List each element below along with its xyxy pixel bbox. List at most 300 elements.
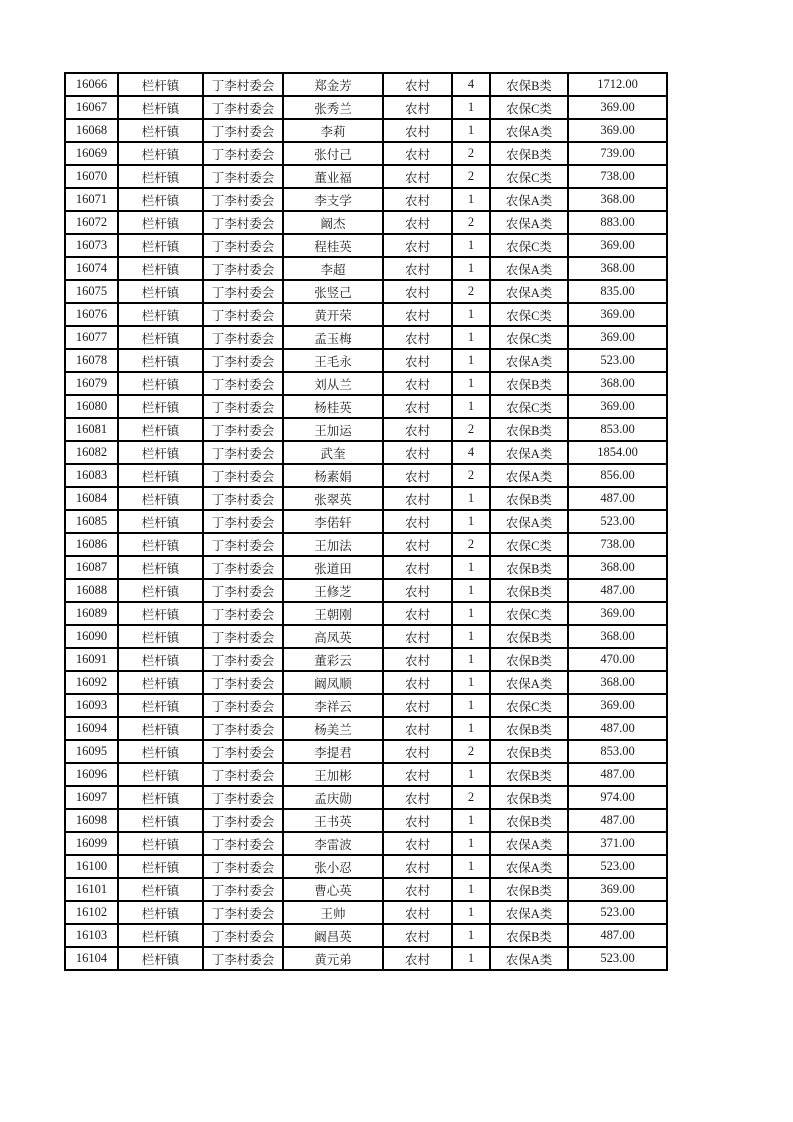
cell-residence-type: 农村: [383, 809, 452, 832]
cell-amount: 369.00: [568, 694, 667, 717]
cell-town: 栏杆镇: [118, 349, 203, 372]
cell-record-id: 16080: [65, 395, 118, 418]
cell-amount: 369.00: [568, 395, 667, 418]
cell-amount: 1712.00: [568, 73, 667, 96]
cell-village-committee: 丁李村委会: [203, 257, 283, 280]
cell-town: 栏杆镇: [118, 372, 203, 395]
table-row: [65, 441, 667, 464]
cell-record-id: 16076: [65, 303, 118, 326]
cell-person-name: 郑金芳: [283, 73, 383, 96]
cell-record-id: 16081: [65, 418, 118, 441]
cell-record-id: 16101: [65, 878, 118, 901]
cell-person-count: 1: [452, 349, 490, 372]
cell-town: 栏杆镇: [118, 901, 203, 924]
table-row: [65, 487, 667, 510]
cell-village-committee: 丁李村委会: [203, 487, 283, 510]
cell-person-name: 黄元弟: [283, 947, 383, 970]
cell-record-id: 16068: [65, 119, 118, 142]
table-row: [65, 418, 667, 441]
table-row: [65, 142, 667, 165]
cell-town: 栏杆镇: [118, 211, 203, 234]
cell-person-count: 1: [452, 648, 490, 671]
cell-village-committee: 丁李村委会: [203, 96, 283, 119]
cell-town: 栏杆镇: [118, 855, 203, 878]
cell-person-name: 杨素娟: [283, 464, 383, 487]
cell-village-committee: 丁李村委会: [203, 188, 283, 211]
cell-record-id: 16089: [65, 602, 118, 625]
cell-residence-type: 农村: [383, 832, 452, 855]
cell-person-count: 1: [452, 556, 490, 579]
cell-record-id: 16087: [65, 556, 118, 579]
cell-person-count: 1: [452, 96, 490, 119]
cell-person-name: 张竖己: [283, 280, 383, 303]
cell-record-id: 16099: [65, 832, 118, 855]
cell-insurance-category: 农保B类: [490, 878, 568, 901]
cell-person-name: 杨美兰: [283, 717, 383, 740]
table-row: [65, 671, 667, 694]
cell-village-committee: 丁李村委会: [203, 142, 283, 165]
cell-amount: 856.00: [568, 464, 667, 487]
cell-insurance-category: 农保C类: [490, 602, 568, 625]
cell-town: 栏杆镇: [118, 510, 203, 533]
cell-residence-type: 农村: [383, 924, 452, 947]
cell-record-id: 16075: [65, 280, 118, 303]
cell-person-count: 1: [452, 947, 490, 970]
cell-person-count: 1: [452, 188, 490, 211]
cell-insurance-category: 农保C类: [490, 533, 568, 556]
cell-person-name: 王修芝: [283, 579, 383, 602]
cell-record-id: 16067: [65, 96, 118, 119]
cell-record-id: 16084: [65, 487, 118, 510]
table-row: [65, 234, 667, 257]
cell-amount: 369.00: [568, 119, 667, 142]
cell-town: 栏杆镇: [118, 694, 203, 717]
cell-amount: 369.00: [568, 602, 667, 625]
cell-village-committee: 丁李村委会: [203, 372, 283, 395]
table-row: [65, 648, 667, 671]
cell-person-name: 张道田: [283, 556, 383, 579]
cell-town: 栏杆镇: [118, 441, 203, 464]
cell-record-id: 16088: [65, 579, 118, 602]
cell-insurance-category: 农保B类: [490, 924, 568, 947]
cell-amount: 738.00: [568, 533, 667, 556]
cell-record-id: 16073: [65, 234, 118, 257]
cell-town: 栏杆镇: [118, 326, 203, 349]
cell-person-count: 1: [452, 717, 490, 740]
cell-insurance-category: 农保B类: [490, 579, 568, 602]
cell-residence-type: 农村: [383, 855, 452, 878]
cell-town: 栏杆镇: [118, 924, 203, 947]
table-row: [65, 280, 667, 303]
table-row: [65, 579, 667, 602]
cell-residence-type: 农村: [383, 395, 452, 418]
cell-person-count: 1: [452, 510, 490, 533]
cell-residence-type: 农村: [383, 648, 452, 671]
cell-town: 栏杆镇: [118, 809, 203, 832]
cell-village-committee: 丁李村委会: [203, 395, 283, 418]
cell-record-id: 16090: [65, 625, 118, 648]
cell-town: 栏杆镇: [118, 648, 203, 671]
cell-town: 栏杆镇: [118, 96, 203, 119]
cell-residence-type: 农村: [383, 211, 452, 234]
cell-record-id: 16103: [65, 924, 118, 947]
table-row: [65, 188, 667, 211]
cell-person-name: 阚凤顺: [283, 671, 383, 694]
cell-insurance-category: 农保B类: [490, 73, 568, 96]
cell-town: 栏杆镇: [118, 947, 203, 970]
cell-village-committee: 丁李村委会: [203, 579, 283, 602]
cell-residence-type: 农村: [383, 947, 452, 970]
cell-record-id: 16066: [65, 73, 118, 96]
cell-person-count: 1: [452, 326, 490, 349]
cell-person-count: 2: [452, 280, 490, 303]
cell-insurance-category: 农保A类: [490, 464, 568, 487]
cell-record-id: 16104: [65, 947, 118, 970]
cell-village-committee: 丁李村委会: [203, 855, 283, 878]
cell-record-id: 16069: [65, 142, 118, 165]
cell-town: 栏杆镇: [118, 533, 203, 556]
cell-person-count: 2: [452, 464, 490, 487]
table-row: [65, 96, 667, 119]
cell-amount: 369.00: [568, 878, 667, 901]
table-row: [65, 326, 667, 349]
cell-village-committee: 丁李村委会: [203, 211, 283, 234]
table-row: [65, 832, 667, 855]
cell-person-name: 李雷波: [283, 832, 383, 855]
cell-person-name: 李祥云: [283, 694, 383, 717]
cell-village-committee: 丁李村委会: [203, 73, 283, 96]
cell-insurance-category: 农保B类: [490, 372, 568, 395]
cell-record-id: 16086: [65, 533, 118, 556]
cell-insurance-category: 农保A类: [490, 441, 568, 464]
table-row: [65, 303, 667, 326]
cell-village-committee: 丁李村委会: [203, 947, 283, 970]
cell-village-committee: 丁李村委会: [203, 602, 283, 625]
cell-person-count: 1: [452, 579, 490, 602]
cell-residence-type: 农村: [383, 533, 452, 556]
cell-insurance-category: 农保C类: [490, 326, 568, 349]
cell-record-id: 16074: [65, 257, 118, 280]
cell-village-committee: 丁李村委会: [203, 671, 283, 694]
cell-record-id: 16070: [65, 165, 118, 188]
cell-town: 栏杆镇: [118, 418, 203, 441]
cell-record-id: 16095: [65, 740, 118, 763]
cell-insurance-category: 农保B类: [490, 648, 568, 671]
cell-person-name: 孟庆勋: [283, 786, 383, 809]
cell-person-name: 程桂英: [283, 234, 383, 257]
benefits-table: [64, 72, 668, 971]
cell-amount: 883.00: [568, 211, 667, 234]
cell-amount: 371.00: [568, 832, 667, 855]
cell-person-count: 1: [452, 878, 490, 901]
cell-town: 栏杆镇: [118, 763, 203, 786]
cell-record-id: 16082: [65, 441, 118, 464]
cell-amount: 369.00: [568, 234, 667, 257]
cell-person-name: 张秀兰: [283, 96, 383, 119]
cell-person-name: 武奎: [283, 441, 383, 464]
cell-amount: 368.00: [568, 372, 667, 395]
cell-insurance-category: 农保B类: [490, 740, 568, 763]
cell-residence-type: 农村: [383, 464, 452, 487]
cell-person-count: 2: [452, 211, 490, 234]
cell-insurance-category: 农保B类: [490, 786, 568, 809]
cell-person-name: 杨桂英: [283, 395, 383, 418]
cell-residence-type: 农村: [383, 487, 452, 510]
cell-person-count: 2: [452, 142, 490, 165]
cell-village-committee: 丁李村委会: [203, 809, 283, 832]
cell-person-name: 孟玉梅: [283, 326, 383, 349]
cell-village-committee: 丁李村委会: [203, 878, 283, 901]
cell-person-name: 李莉: [283, 119, 383, 142]
cell-record-id: 16097: [65, 786, 118, 809]
cell-village-committee: 丁李村委会: [203, 165, 283, 188]
cell-town: 栏杆镇: [118, 257, 203, 280]
cell-village-committee: 丁李村委会: [203, 119, 283, 142]
table-row: [65, 533, 667, 556]
cell-person-name: 董业福: [283, 165, 383, 188]
cell-insurance-category: 农保A类: [490, 901, 568, 924]
cell-residence-type: 农村: [383, 441, 452, 464]
cell-village-committee: 丁李村委会: [203, 832, 283, 855]
cell-town: 栏杆镇: [118, 579, 203, 602]
cell-amount: 523.00: [568, 855, 667, 878]
cell-amount: 369.00: [568, 303, 667, 326]
cell-person-count: 1: [452, 487, 490, 510]
cell-record-id: 16102: [65, 901, 118, 924]
table-row: [65, 602, 667, 625]
cell-record-id: 16072: [65, 211, 118, 234]
cell-amount: 369.00: [568, 326, 667, 349]
cell-insurance-category: 农保B类: [490, 625, 568, 648]
cell-village-committee: 丁李村委会: [203, 763, 283, 786]
table-row: [65, 763, 667, 786]
cell-person-count: 1: [452, 372, 490, 395]
cell-insurance-category: 农保B类: [490, 418, 568, 441]
cell-residence-type: 农村: [383, 96, 452, 119]
cell-residence-type: 农村: [383, 165, 452, 188]
cell-amount: 368.00: [568, 188, 667, 211]
cell-residence-type: 农村: [383, 694, 452, 717]
table-row: [65, 395, 667, 418]
cell-town: 栏杆镇: [118, 832, 203, 855]
cell-amount: 523.00: [568, 901, 667, 924]
cell-insurance-category: 农保B类: [490, 487, 568, 510]
cell-residence-type: 农村: [383, 349, 452, 372]
cell-town: 栏杆镇: [118, 395, 203, 418]
cell-insurance-category: 农保A类: [490, 349, 568, 372]
cell-person-name: 高凤英: [283, 625, 383, 648]
cell-amount: 368.00: [568, 671, 667, 694]
table-row: [65, 924, 667, 947]
cell-amount: 487.00: [568, 579, 667, 602]
cell-village-committee: 丁李村委会: [203, 441, 283, 464]
cell-insurance-category: 农保B类: [490, 763, 568, 786]
cell-record-id: 16100: [65, 855, 118, 878]
cell-insurance-category: 农保A类: [490, 947, 568, 970]
cell-residence-type: 农村: [383, 763, 452, 786]
cell-village-committee: 丁李村委会: [203, 901, 283, 924]
table-row: [65, 947, 667, 970]
table-row: [65, 556, 667, 579]
cell-person-name: 王朝刚: [283, 602, 383, 625]
cell-person-name: 张付己: [283, 142, 383, 165]
cell-residence-type: 农村: [383, 740, 452, 763]
cell-record-id: 16093: [65, 694, 118, 717]
cell-person-count: 1: [452, 119, 490, 142]
cell-insurance-category: 农保C类: [490, 96, 568, 119]
table-row: [65, 855, 667, 878]
cell-record-id: 16096: [65, 763, 118, 786]
cell-insurance-category: 农保B类: [490, 809, 568, 832]
cell-town: 栏杆镇: [118, 625, 203, 648]
cell-person-count: 1: [452, 671, 490, 694]
cell-village-committee: 丁李村委会: [203, 464, 283, 487]
cell-person-count: 1: [452, 257, 490, 280]
cell-town: 栏杆镇: [118, 602, 203, 625]
cell-insurance-category: 农保A类: [490, 855, 568, 878]
cell-residence-type: 农村: [383, 73, 452, 96]
cell-person-name: 王毛永: [283, 349, 383, 372]
cell-person-name: 董彩云: [283, 648, 383, 671]
cell-amount: 835.00: [568, 280, 667, 303]
cell-insurance-category: 农保B类: [490, 717, 568, 740]
cell-person-name: 李支学: [283, 188, 383, 211]
cell-residence-type: 农村: [383, 510, 452, 533]
cell-amount: 738.00: [568, 165, 667, 188]
cell-residence-type: 农村: [383, 142, 452, 165]
cell-record-id: 16077: [65, 326, 118, 349]
cell-amount: 523.00: [568, 947, 667, 970]
cell-village-committee: 丁李村委会: [203, 625, 283, 648]
cell-person-name: 阚杰: [283, 211, 383, 234]
cell-village-committee: 丁李村委会: [203, 924, 283, 947]
table-row: [65, 786, 667, 809]
cell-person-name: 张小忍: [283, 855, 383, 878]
cell-person-name: 曹心英: [283, 878, 383, 901]
cell-amount: 368.00: [568, 556, 667, 579]
cell-amount: 487.00: [568, 924, 667, 947]
cell-person-count: 1: [452, 855, 490, 878]
table-row: [65, 257, 667, 280]
cell-amount: 974.00: [568, 786, 667, 809]
table-row: [65, 119, 667, 142]
cell-town: 栏杆镇: [118, 740, 203, 763]
cell-amount: 369.00: [568, 96, 667, 119]
cell-person-name: 王加彬: [283, 763, 383, 786]
cell-residence-type: 农村: [383, 303, 452, 326]
cell-amount: 523.00: [568, 510, 667, 533]
cell-person-count: 2: [452, 740, 490, 763]
cell-person-count: 1: [452, 303, 490, 326]
cell-insurance-category: 农保C类: [490, 234, 568, 257]
cell-town: 栏杆镇: [118, 464, 203, 487]
cell-town: 栏杆镇: [118, 556, 203, 579]
cell-residence-type: 农村: [383, 119, 452, 142]
table-row: [65, 740, 667, 763]
cell-person-name: 刘从兰: [283, 372, 383, 395]
cell-town: 栏杆镇: [118, 73, 203, 96]
cell-person-count: 2: [452, 165, 490, 188]
cell-amount: 470.00: [568, 648, 667, 671]
cell-amount: 739.00: [568, 142, 667, 165]
cell-insurance-category: 农保C类: [490, 694, 568, 717]
cell-insurance-category: 农保A类: [490, 257, 568, 280]
cell-town: 栏杆镇: [118, 786, 203, 809]
cell-record-id: 16094: [65, 717, 118, 740]
cell-town: 栏杆镇: [118, 717, 203, 740]
cell-town: 栏杆镇: [118, 878, 203, 901]
table-row: [65, 901, 667, 924]
cell-person-name: 李偌轩: [283, 510, 383, 533]
cell-person-name: 李超: [283, 257, 383, 280]
cell-person-count: 2: [452, 533, 490, 556]
cell-person-count: 1: [452, 763, 490, 786]
cell-village-committee: 丁李村委会: [203, 234, 283, 257]
table-row: [65, 165, 667, 188]
cell-person-name: 王书英: [283, 809, 383, 832]
table-row: [65, 878, 667, 901]
cell-village-committee: 丁李村委会: [203, 418, 283, 441]
cell-amount: 853.00: [568, 418, 667, 441]
table-body: [65, 73, 667, 970]
cell-residence-type: 农村: [383, 878, 452, 901]
cell-residence-type: 农村: [383, 786, 452, 809]
cell-insurance-category: 农保C类: [490, 303, 568, 326]
cell-village-committee: 丁李村委会: [203, 694, 283, 717]
cell-residence-type: 农村: [383, 326, 452, 349]
cell-record-id: 16092: [65, 671, 118, 694]
cell-residence-type: 农村: [383, 234, 452, 257]
cell-amount: 487.00: [568, 487, 667, 510]
cell-person-name: 王加法: [283, 533, 383, 556]
cell-residence-type: 农村: [383, 579, 452, 602]
cell-insurance-category: 农保A类: [490, 119, 568, 142]
cell-village-committee: 丁李村委会: [203, 280, 283, 303]
cell-insurance-category: 农保A类: [490, 510, 568, 533]
cell-person-count: 2: [452, 418, 490, 441]
cell-amount: 368.00: [568, 257, 667, 280]
cell-person-count: 4: [452, 441, 490, 464]
cell-record-id: 16071: [65, 188, 118, 211]
table-row: [65, 625, 667, 648]
cell-person-name: 李提君: [283, 740, 383, 763]
table-row: [65, 211, 667, 234]
cell-person-count: 1: [452, 694, 490, 717]
cell-residence-type: 农村: [383, 418, 452, 441]
cell-insurance-category: 农保A类: [490, 188, 568, 211]
cell-residence-type: 农村: [383, 625, 452, 648]
cell-record-id: 16085: [65, 510, 118, 533]
table-row: [65, 464, 667, 487]
cell-residence-type: 农村: [383, 602, 452, 625]
cell-residence-type: 农村: [383, 257, 452, 280]
cell-insurance-category: 农保C类: [490, 165, 568, 188]
cell-amount: 487.00: [568, 809, 667, 832]
cell-insurance-category: 农保B类: [490, 142, 568, 165]
cell-amount: 368.00: [568, 625, 667, 648]
cell-residence-type: 农村: [383, 280, 452, 303]
cell-amount: 853.00: [568, 740, 667, 763]
cell-insurance-category: 农保C类: [490, 395, 568, 418]
table-row: [65, 809, 667, 832]
table-row: [65, 510, 667, 533]
cell-insurance-category: 农保B类: [490, 556, 568, 579]
cell-person-name: 王加运: [283, 418, 383, 441]
cell-residence-type: 农村: [383, 717, 452, 740]
cell-amount: 487.00: [568, 763, 667, 786]
cell-insurance-category: 农保A类: [490, 832, 568, 855]
cell-town: 栏杆镇: [118, 188, 203, 211]
